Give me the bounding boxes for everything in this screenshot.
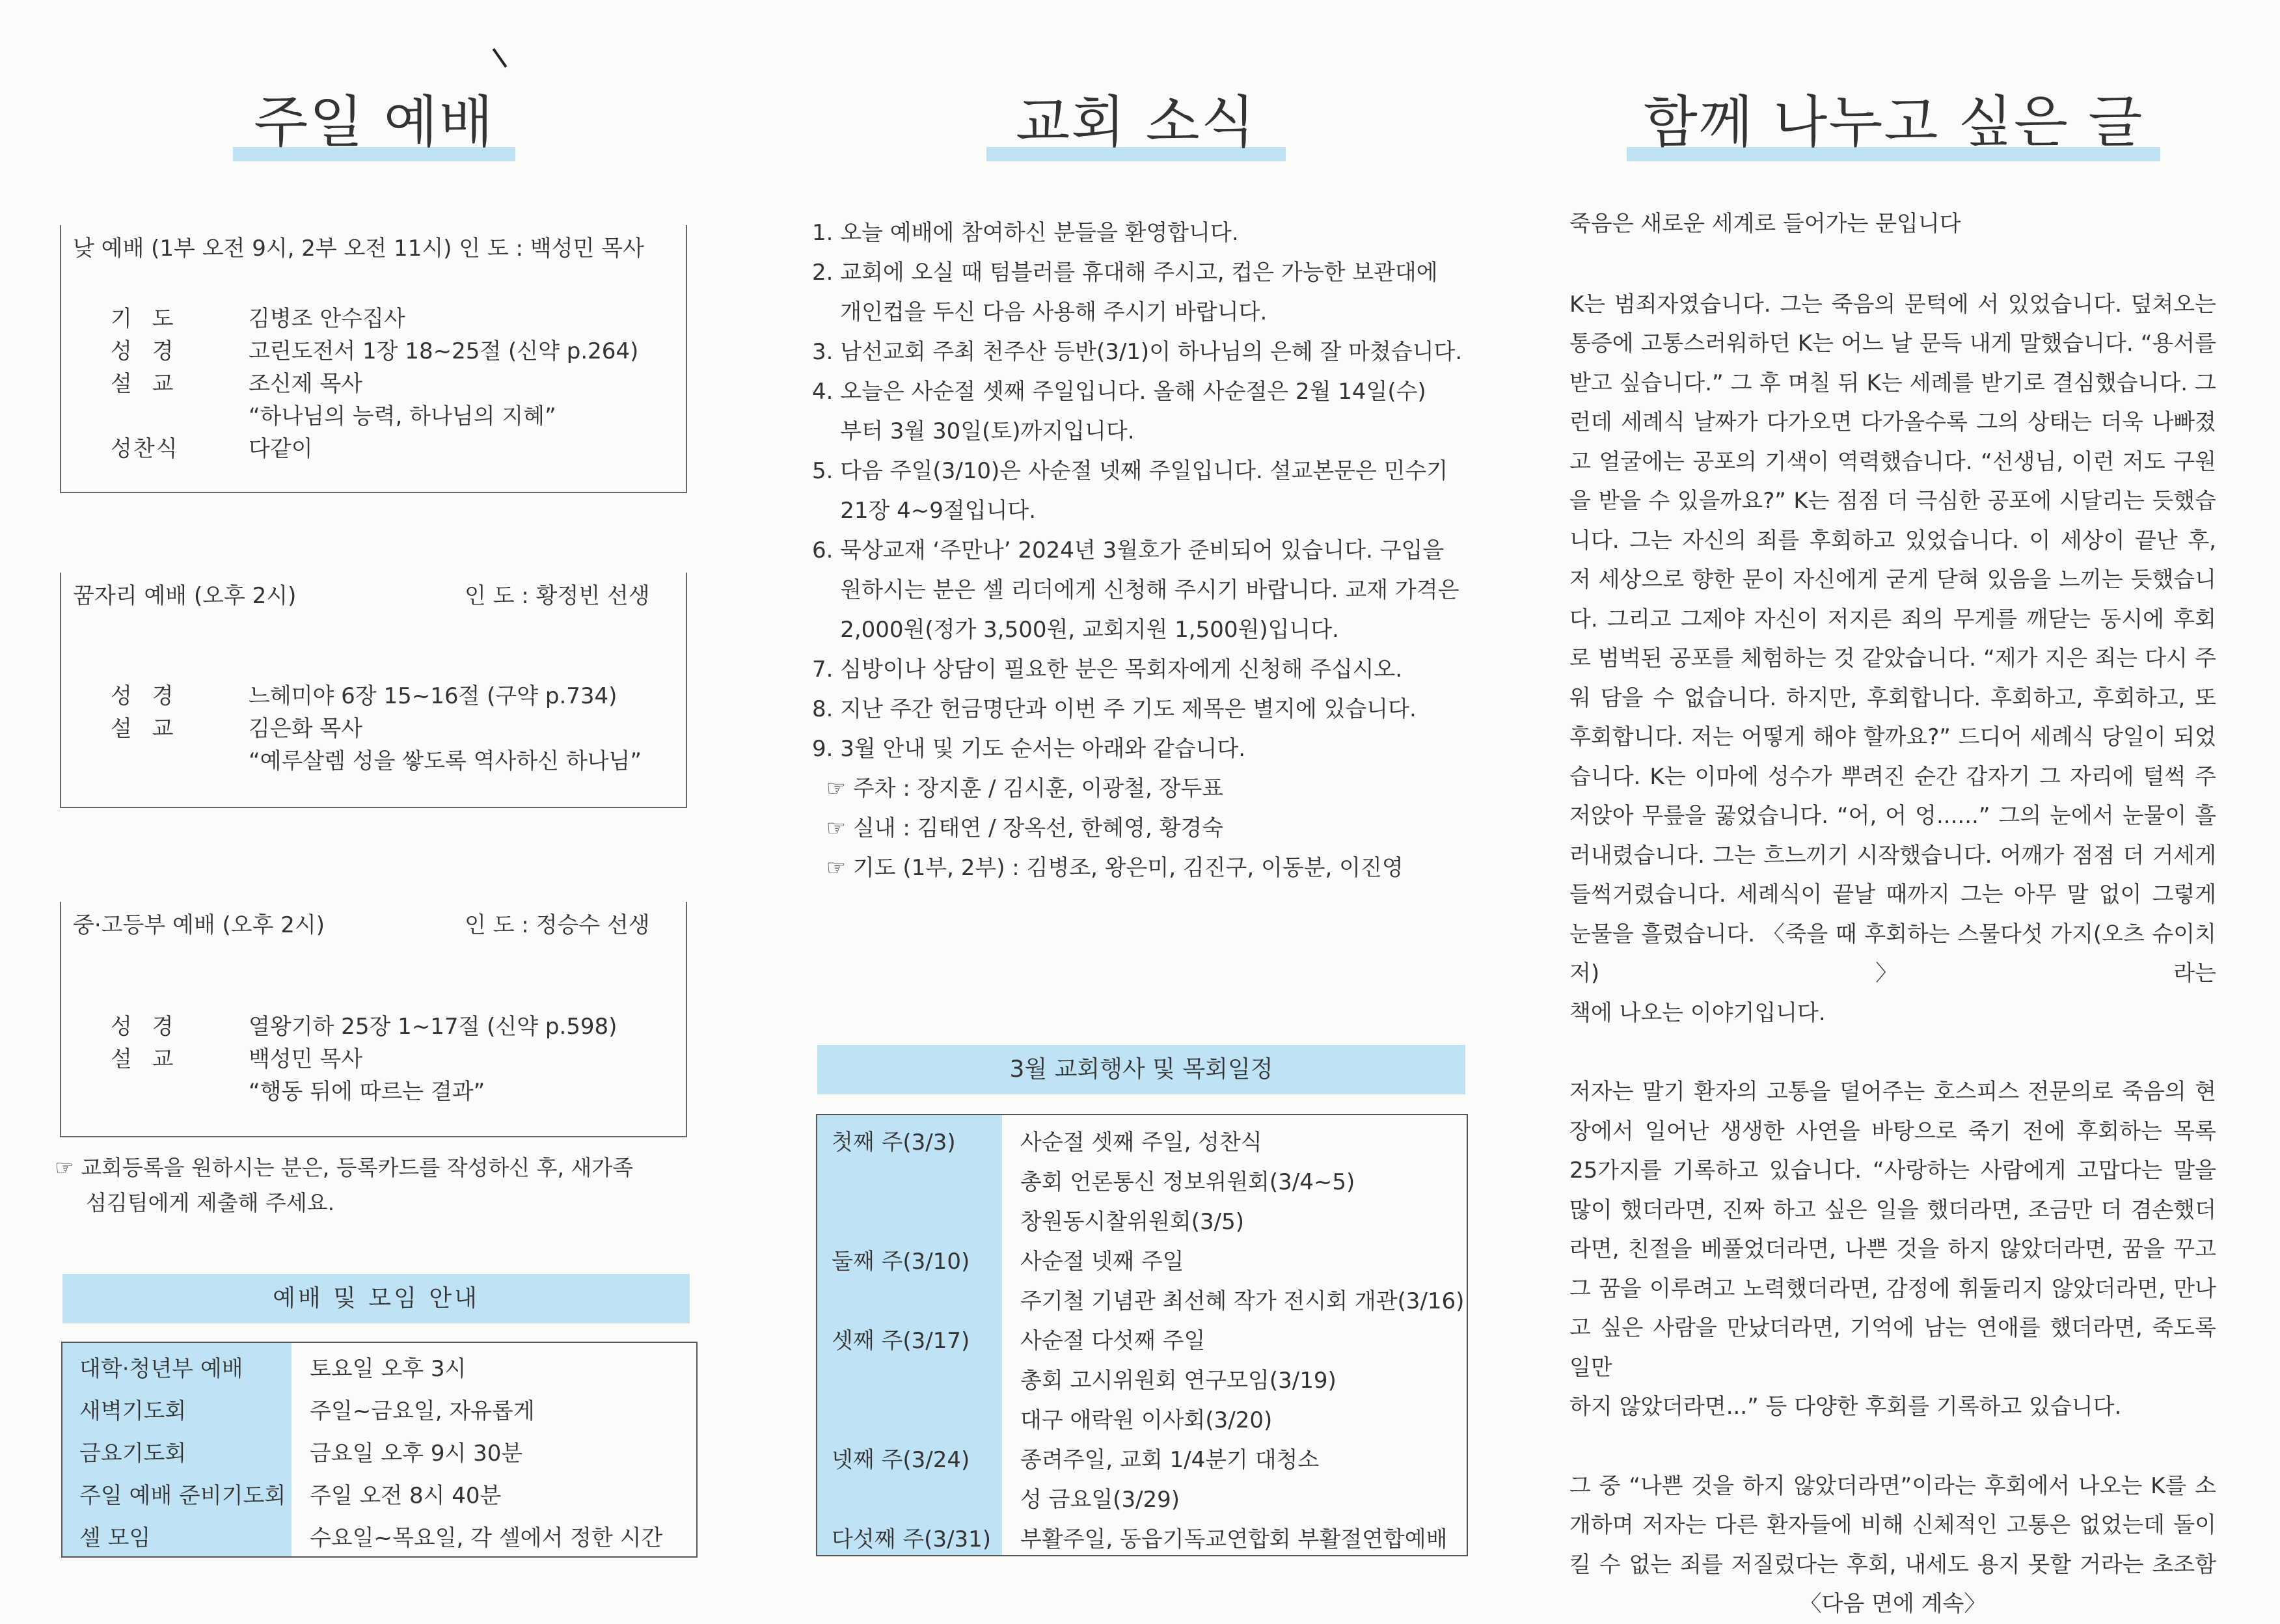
meeting-name: 주일 예배 준비기도회 [79,1483,286,1509]
schedule-event: 총회 언론통신 정보위원회(3/4~5) [1020,1169,1355,1195]
essay-subtitle: 죽음은 새로운 세계로 들어가는 문입니다 [1569,211,1961,237]
meeting-name: 금요기도회 [79,1441,187,1467]
sunday-title-block [233,77,515,157]
essay-paragraph-last-line: 책에 나오는 이야기입니다. [1569,999,1826,1026]
essay-paragraph-text: K는 범죄자였습니다. 그는 죽음의 문턱에 서 있었습니다. 덮쳐오는 통증에 고통스러워하던 K는 어느 날 문득 내게 말했습니다. “용서를 받고 싶습니다.” 그 후 며칠 뒤 K는 세례를 받기로 결심했습니다. 그런데 세례식 날짜가 다가오면 다가올수록 그의 상태는 더욱 나빠졌고 얼굴에는 공포의 기색이 역력했습니다. “선생님, 이런 저도 구원을 받을 수 있을까요?” K는 점점 더 극심한 공포에 시달리는 듯했습니다. 그는 자신의 죄를 후회하고 있었습니다. 이 세상이 끝난 후, 저 세상으로 향한 문이 자신에게 굳게 닫혀 있음을 느끼는 듯했습니다. 그리고 그제야 자신이 저지른 죄의 무게를 깨닫는 동시에 후회로 범벅된 공포를 체험하는 것 같았습니다. “제가 지은 죄는 다시 주워 담을 수 없습니다. 하지만, 후회합니다. 후회하고, 후회하고, 또 후회합니다. 저는 어떻게 해야 할까요?” 드디어 세례식 당일이 되었습니다. K는 이마에 성수가 뿌려진 순간 갑자기 그 자리에 털썩 주저앉아 무릎을 꿇었습니다. “어, 어 엉......” 그의 눈에서 눈물이 흘러내렸습니다. 그는 흐느끼기 시작했습니다. 어깨가 점점 더 거세게 들썩거렸습니다. 세례식이 끝날 때까지 그는 아무 말 없이 그렇게 눈물을 흘렸습니다. 〈죽을 때 후회하는 스물다섯 가지(오츠 슈이치 저)〉라는 [1569,291,2216,986]
row-value: 고린도전서 1장 18~25절 (신약 p.264) [249,338,639,364]
row-value: 김병조 안수집사 [249,306,405,332]
schedule-event: 대구 애락원 이사회(3/20) [1020,1407,1273,1433]
registration-note-line: 섬김팀에게 제출해 주세요. [86,1190,335,1215]
news-item: 7. 심방이나 상담이 필요한 분은 목회자에게 신청해 주십시오. [812,656,1403,683]
row-label: 설 교 [111,716,180,742]
row-label: 성찬식 [111,436,179,462]
continue-note: 〈다음 면에 계속〉 [1799,1591,1987,1617]
schedule-event: 총회 고시위원회 연구모임(3/19) [1020,1368,1337,1394]
meetings-title: 예배 및 모임 안내 [62,1274,690,1323]
row-value: 열왕기하 25장 1~17절 (신약 p.598) [249,1014,618,1040]
meeting-time: 토요일 오후 3시 [310,1356,467,1382]
news-item: 9. 3월 안내 및 기도 순서는 아래와 같습니다. [812,736,1246,762]
schedule-event: 사순절 넷째 주일 [1020,1249,1184,1275]
news-item: ☞ 실내 : 김태연 / 장옥선, 한혜영, 황경숙 [812,815,1224,841]
schedule-week: 넷째 주(3/24) [832,1447,970,1473]
news-item: ☞ 기도 (1부, 2부) : 김병조, 왕은미, 김진구, 이동분, 이진영 [812,855,1404,881]
meetings-table [61,1342,698,1558]
news-item: 4. 오늘은 사순절 셋째 주일입니다. 올해 사순절은 2월 14일(수) [812,379,1426,405]
sermon-title: “행동 뒤에 따르는 결과” [249,1079,485,1105]
essay-paragraph-text: 저자는 말기 환자의 고통을 덜어주는 호스피스 전문의로 죽음의 현장에서 일어난 생생한 사연을 바탕으로 죽기 전에 후회하는 목록 25가지를 기록하고 있습니다. “사랑하는 사람에게 고맙다는 말을 많이 했더라면, 진짜 하고 싶은 일을 했더라면, 조금만 더 겸손했더라면, 친절을 베풀었더라면, 나쁜 것을 하지 않았더라면, 꿈을 꾸고 그 꿈을 이루려고 노력했더라면, 감정에 휘둘리지 않았더라면, 만나고 싶은 사람을 만났더라면, 기억에 남는 연애를 했더라면, 죽도록 일만 [1569,1079,2216,1381]
row-label: 성 경 [111,1014,180,1040]
news-title-block [986,77,1286,157]
sunday-title: 주일 예배 [254,90,495,155]
news-item: 2,000원(정가 3,500원, 교회지원 1,500원)입니다. [812,617,1339,643]
schedule-event: 창원동시찰위원회(3/5) [1020,1209,1244,1235]
schedule-event: 부활주일, 동읍기독교연합회 부활절연합예배 [1020,1526,1448,1552]
news-item: ☞ 주차 : 장지훈 / 김시훈, 이광철, 장두표 [812,776,1224,802]
row-label: 설 교 [111,1046,180,1072]
news-item: 2. 교회에 오실 때 텀블러를 휴대해 주시고, 컵은 가능한 보관대에 [812,260,1438,286]
row-value: 김은화 목사 [249,716,363,742]
essay-title: 함께 나누고 싶은 글 [1643,90,2144,155]
schedule-week: 첫째 주(3/3) [832,1130,956,1156]
meeting-time: 주일~금요일, 자유롭게 [310,1398,535,1424]
dream-service-leader: 인 도 : 황정빈 선생 [465,583,650,609]
row-label: 기 도 [111,306,180,332]
news-item: 6. 묵상교재 ‘주만나’ 2024년 3월호가 준비되어 있습니다. 구입을 [812,537,1445,563]
registration-note-line: ☞ 교회등록을 원하시는 분은, 등록카드를 작성하신 후, 새가족 [55,1155,634,1180]
schedule-table [816,1114,1468,1556]
news-item: 원하시는 분은 셀 리더에게 신청해 주시기 바랍니다. 교재 가격은 [812,577,1459,603]
row-value: 다같이 [249,436,313,462]
schedule-event: 주기철 기념관 최선혜 작가 전시회 개관(3/16) [1020,1288,1465,1314]
meeting-name: 셀 모임 [79,1525,151,1551]
schedule-title: 3월 교회행사 및 목회일정 [817,1045,1465,1094]
meeting-time: 주일 오전 8시 40분 [310,1483,502,1509]
essay-paragraph [1569,1072,2216,1427]
news-item: 3. 남선교회 주최 천주산 등반(3/1)이 하나님의 은혜 잘 마쳤습니다. [812,339,1463,365]
essay-paragraph-last-line: 하지 않았더라면...” 등 다양한 후회를 기록하고 있습니다. [1569,1394,2122,1420]
dream-service-header: 꿈자리 예배 (오후 2시) [73,583,297,609]
stray-mark [493,48,508,68]
essay-paragraph [1569,1467,2216,1585]
row-value: 조신제 목사 [249,371,363,397]
schedule-week: 둘째 주(3/10) [832,1249,970,1275]
schedule-event: 사순절 셋째 주일, 성찬식 [1020,1130,1262,1156]
schedule-week: 다섯째 주(3/31) [832,1526,992,1552]
sermon-title: “예루살렘 성을 쌓도록 역사하신 하나님” [249,748,642,774]
news-title: 교회 소식 [1016,90,1256,155]
news-item: 8. 지난 주간 헌금명단과 이번 주 기도 제목은 별지에 있습니다. [812,696,1417,722]
meeting-name: 새벽기도회 [79,1398,187,1424]
essay-paragraph [1569,285,2216,1033]
registration-note [55,1150,679,1221]
youth-service-leader: 인 도 : 정승수 선생 [465,912,650,938]
sermon-title: “하나님의 능력, 하나님의 지혜” [249,403,556,429]
schedule-event: 성 금요일(3/29) [1020,1487,1180,1513]
essay-body [1569,204,2216,1624]
essay-title-block [1627,77,2160,157]
row-value: 백성민 목사 [249,1046,363,1072]
schedule-week: 셋째 주(3/17) [832,1328,970,1354]
schedule-event: 사순절 다섯째 주일 [1020,1328,1206,1354]
meeting-time: 금요일 오후 9시 30분 [310,1441,523,1467]
news-item: 개인컵을 두신 다음 사용해 주시기 바랍니다. [812,299,1268,325]
essay-paragraph-text: 그 중 “나쁜 것을 하지 않았더라면”이라는 후회에서 나오는 K를 소개하며 저자는 다른 환자들에 비해 신체적인 고통은 없었는데 돌이킬 수 없는 죄를 저질렀다는 후회, 내세도 용지 못할 거라는 초조함 [1569,1472,2216,1578]
meeting-name: 대학·청년부 예배 [79,1356,243,1382]
schedule-event: 종려주일, 교회 1/4분기 대청소 [1020,1447,1320,1473]
news-item: 5. 다음 주일(3/10)은 사순절 넷째 주일입니다. 설교본문은 민수기 [812,458,1448,484]
day-service-header: 낮 예배 (1부 오전 9시, 2부 오전 11시) 인 도 : 백성민 목사 [73,236,644,262]
row-value: 느헤미야 6장 15~16절 (구약 p.734) [249,683,618,709]
row-label: 설 교 [111,371,180,397]
news-item: 부터 3월 30일(토)까지입니다. [812,418,1135,444]
youth-service-header: 중·고등부 예배 (오후 2시) [73,912,325,938]
news-item: 21장 4~9절입니다. [812,498,1037,524]
meeting-time: 수요일~목요일, 각 셀에서 정한 시간 [310,1525,663,1551]
row-label: 성 경 [111,338,180,364]
row-label: 성 경 [111,683,180,709]
news-item: 1. 오늘 예배에 참여하신 분들을 환영합니다. [812,220,1239,246]
